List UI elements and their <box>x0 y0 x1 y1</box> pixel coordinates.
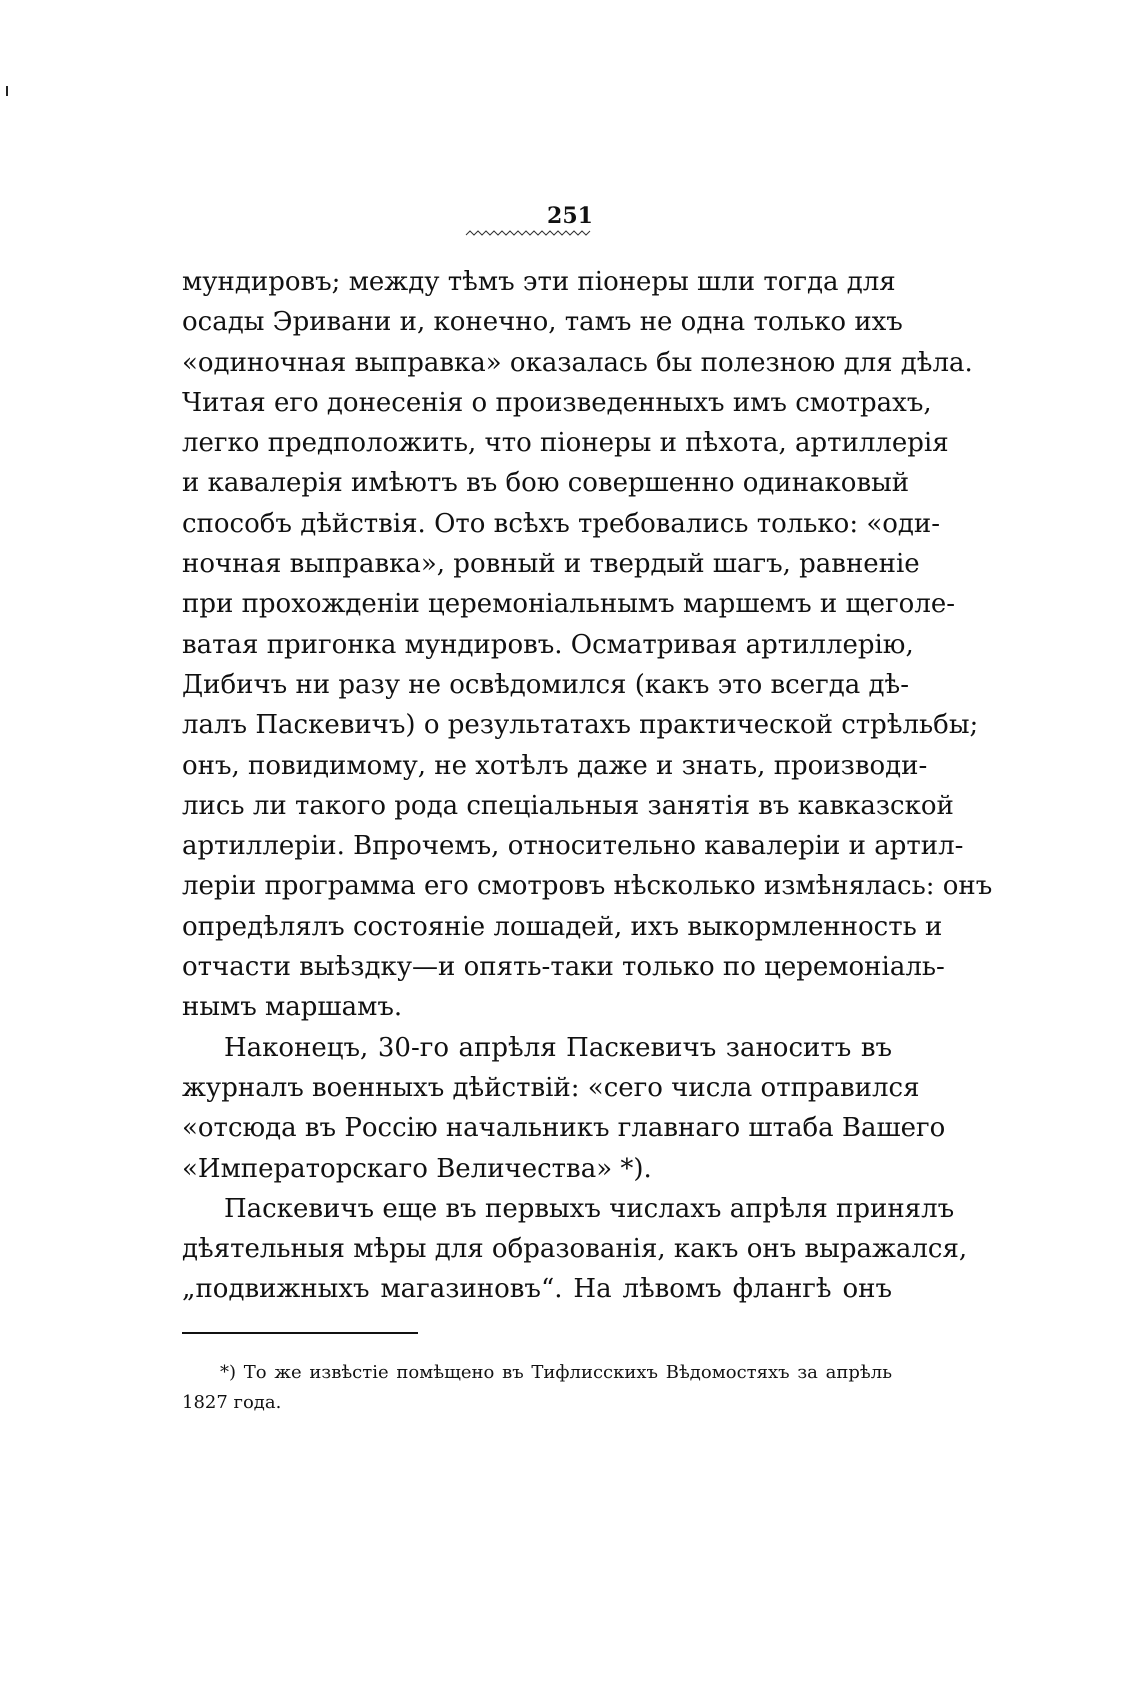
text-line: ватая пригонка мундировъ. Осматривая артиллерію, <box>182 629 914 660</box>
body-text <box>182 262 993 1310</box>
scan-mark <box>6 86 8 96</box>
text-line: лалъ Паскевичъ) о результатахъ практической стрѣльбы; <box>182 710 979 741</box>
footnote <box>182 1358 892 1418</box>
text-line: и кавалерія имѣютъ въ бою совершенно одинаковый <box>182 468 910 499</box>
text-line: ночная выправка», ровный и твердый шагъ, равненіе <box>182 549 920 580</box>
text-line: осады Эривани и, конечно, тамъ не одна только ихъ <box>182 307 903 338</box>
text-line: артиллеріи. Впрочемъ, относительно кавалеріи и артил- <box>182 831 964 862</box>
text-line: Читая его донесенія о произведенныхъ имъ смотрахъ, <box>182 387 932 418</box>
text-line: способъ дѣйствія. Ото всѣхъ требовались только: «оди- <box>182 508 941 539</box>
page-number: 251 <box>547 203 593 229</box>
text-line: лись ли такого рода спеціальныя занятія въ кавказской <box>182 790 954 821</box>
text-line: „подвижныхъ магазиновъ“. На лѣвомъ флангѣ онъ <box>182 1274 892 1305</box>
footnote-line: *) То же извѣстіе помѣщено въ Тифлисскихъ Вѣдомостяхъ за апрѣль <box>220 1362 892 1383</box>
page-number-ornament <box>466 230 592 236</box>
text-line: дѣятельныя мѣры для образованія, какъ онъ выражался, <box>182 1234 968 1265</box>
text-line: Наконецъ, 30-го апрѣля Паскевичъ заноситъ въ <box>224 1032 892 1063</box>
text-line: при прохожденіи церемоніальнымъ маршемъ и щеголе- <box>182 589 956 620</box>
text-line: нымъ маршамъ. <box>182 992 403 1023</box>
text-line: Дибичъ ни разу не освѣдомился (какъ это всегда дѣ- <box>182 669 909 700</box>
text-line: журналъ военныхъ дѣйствій: «сего числа отправился <box>182 1072 920 1103</box>
text-line: леріи программа его смотровъ нѣсколько измѣнялась: онъ <box>182 871 993 902</box>
text-line: «одиночная выправка» оказалась бы полезною для дѣла. <box>182 347 973 378</box>
text-line: опредѣлялъ состояніе лошадей, ихъ выкормленность и <box>182 911 943 942</box>
text-line: легко предположить, что піонеры и пѣхота, артиллерія <box>182 428 949 459</box>
footnote-line: 1827 года. <box>182 1392 282 1413</box>
text-line: «Императорскаго Величества» *). <box>182 1153 652 1184</box>
text-line: мундировъ; между тѣмъ эти піонеры шли тогда для <box>182 267 896 297</box>
text-line: онъ, повидимому, не хотѣлъ даже и знать, производи- <box>182 750 928 781</box>
text-line: отчасти выѣздку—и опять-таки только по церемоніаль- <box>182 952 945 983</box>
text-line: Паскевичъ еще въ первыхъ числахъ апрѣля принялъ <box>224 1193 955 1224</box>
text-line: «отсюда въ Россію начальникъ главнаго штаба Вашего <box>182 1113 946 1144</box>
footnote-divider <box>182 1332 418 1334</box>
